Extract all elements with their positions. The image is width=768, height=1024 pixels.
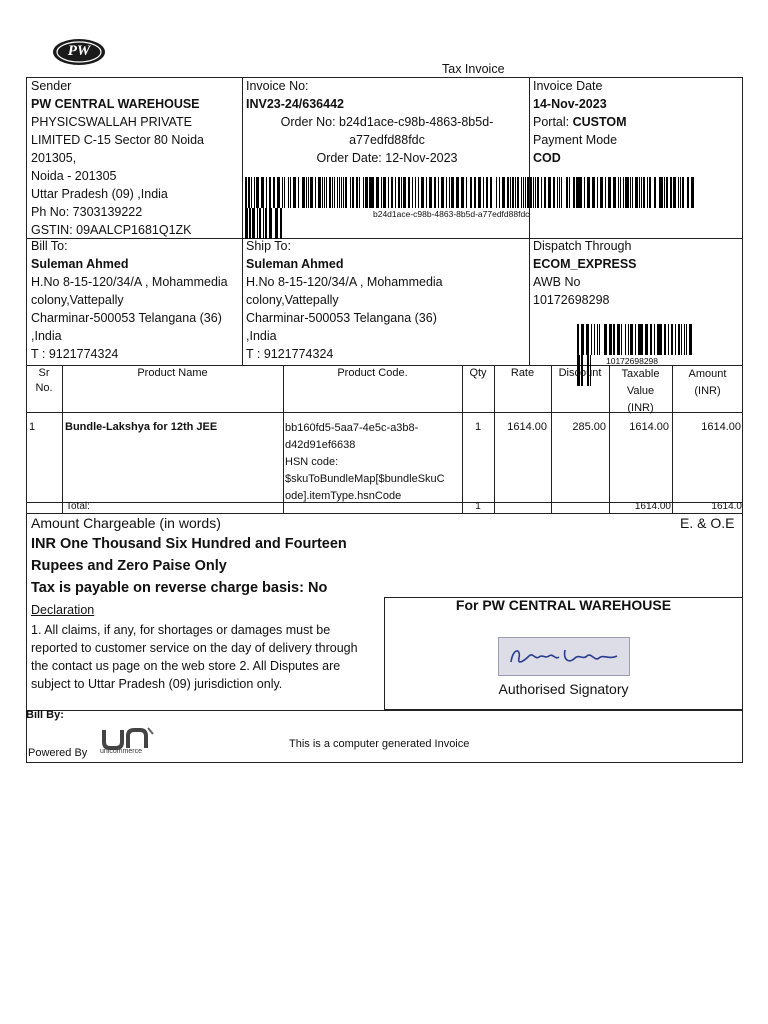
declaration-label: Declaration [31, 603, 95, 617]
portal-label: Portal: [533, 115, 570, 129]
row-product-name: Bundle-Lakshya for 12th JEE [65, 421, 218, 433]
sender-name: PW CENTRAL WAREHOUSE [31, 97, 200, 111]
courier-name: ECOM_EXPRESS [533, 257, 637, 271]
invoice-no: INV23-24/636442 [246, 97, 344, 111]
powered-by-label: Powered By [28, 747, 88, 759]
row-qty: 1 [474, 421, 482, 433]
bill-to-block [31, 237, 241, 363]
authorised-signatory: Authorised Signatory [498, 681, 629, 697]
sender-line: 201305, [31, 151, 77, 165]
header-product-name: Product Name [137, 367, 208, 379]
dispatch-label: Dispatch Through [533, 239, 632, 253]
row-product-code: bb160fd5-5aa7-4e5c-a3b8- d42d91ef6638 HSN code: $skuToBundleMap[$bundleSkuC ode].itemType.hsnCode [285, 422, 445, 502]
row-amount: 1614.00 [701, 421, 741, 433]
header-sr: Sr No. [35, 367, 53, 394]
sender-line: Uttar Pradesh (09) ,India [31, 187, 168, 201]
sender-label: Sender [31, 79, 72, 93]
invoice-date-block [533, 77, 738, 167]
invoice-date-label: Invoice Date [533, 79, 603, 93]
row-taxable: 1614.00 [629, 421, 669, 433]
total-taxable: 1614.00 [634, 501, 671, 512]
ship-to-phone: T : 9121774324 [246, 347, 334, 361]
dispatch-block [533, 237, 738, 309]
header-product-code: Product Code. [337, 367, 408, 379]
total-label: Total: [66, 501, 90, 512]
header-rate: Rate [510, 367, 535, 379]
row-sr: 1 [29, 421, 36, 433]
header-taxable-value: Taxable Value (INR) [621, 368, 660, 414]
order-barcode [245, 177, 695, 208]
ship-to-name: Suleman Ahmed [246, 257, 344, 271]
bill-to-phone: T : 9121774324 [31, 347, 119, 361]
portal-value: CUSTOM [572, 115, 627, 129]
pw-logo [52, 38, 106, 66]
order-barcode-text: b24d1ace-c98b-4863-8b5d-a77edfd88fdc [373, 209, 530, 219]
bill-to-line: colony,Vattepally [31, 293, 124, 307]
sender-line: LIMITED C-15 Sector 80 Noida [31, 133, 204, 147]
bill-by-label: Bill By: [26, 709, 64, 721]
bill-to-line: ,India [31, 329, 62, 343]
row-rate: 1614.00 [507, 421, 547, 433]
awb-barcode-text: 10172698298 [606, 356, 659, 366]
order-date: Order Date: 12-Nov-2023 [316, 151, 458, 165]
ship-to-block [246, 237, 528, 363]
bill-to-label: Bill To: [31, 239, 68, 253]
header-qty: Qty [469, 367, 487, 379]
sender-line: Ph No: 7303139222 [31, 205, 143, 219]
awb-barcode [577, 324, 695, 355]
amount-words-label: Amount Chargeable (in words) [31, 515, 221, 531]
computer-generated-note: This is a computer generated Invoice [289, 738, 470, 750]
total-amount: 1614.0 [711, 501, 742, 512]
bill-to-line: H.No 8-15-120/34/A , Mohammedia [31, 275, 228, 289]
header-amount: Amount (INR) [688, 368, 727, 397]
bill-to-name: Suleman Ahmed [31, 257, 129, 271]
ship-to-line: colony,Vattepally [246, 293, 339, 307]
document-title: Tax Invoice [442, 62, 505, 76]
total-qty: 1 [475, 501, 481, 512]
awb-number: 10172698298 [533, 293, 610, 307]
amount-words-line: Rupees and Zero Paise Only [31, 558, 227, 574]
ship-to-line: H.No 8-15-120/34/A , Mohammedia [246, 275, 443, 289]
order-no-line: a77edfd88fdc [349, 133, 425, 147]
ship-to-label: Ship To: [246, 239, 291, 253]
bill-to-line: Charminar-500053 Telangana (36) [31, 311, 222, 325]
ship-to-line: ,India [246, 329, 277, 343]
unicommerce-text: unicommerce [100, 748, 143, 755]
sender-gstin: GSTIN: 09AALCP1681Q1ZK [31, 223, 192, 237]
reverse-charge-line: Tax is payable on reverse charge basis: No [31, 580, 328, 596]
signature-image [498, 637, 630, 676]
header-discount: Discount [558, 367, 602, 379]
logo-text: PW [67, 43, 91, 59]
amount-words-line: INR One Thousand Six Hundred and Fourteen [31, 536, 347, 552]
portal [533, 113, 738, 131]
eoe-label: E. & O.E [680, 515, 735, 531]
order-no-line: Order No: b24d1ace-c98b-4863-8b5d- [280, 115, 494, 129]
signatory-for: For PW CENTRAL WAREHOUSE [455, 597, 672, 613]
sender-line: Noida - 201305 [31, 169, 117, 183]
invoice-date: 14-Nov-2023 [533, 97, 607, 111]
ship-to-line: Charminar-500053 Telangana (36) [246, 311, 437, 325]
sender-block [31, 77, 241, 239]
row-discount: 285.00 [572, 421, 606, 433]
payment-mode: COD [533, 151, 561, 165]
unicommerce-logo [98, 726, 154, 758]
sender-line: PHYSICSWALLAH PRIVATE [31, 115, 192, 129]
invoice-block [246, 77, 528, 167]
awb-label: AWB No [533, 275, 581, 289]
payment-mode-label: Payment Mode [533, 133, 618, 147]
declaration-text: 1. All claims, if any, for shortages or damages must be reported to customer service on the day of delivery through the contact us page on the web store 2. All Disputes are subject to Uttar Pradesh (09) jurisdiction only. [31, 623, 358, 691]
invoice-no-label: Invoice No: [246, 79, 309, 93]
